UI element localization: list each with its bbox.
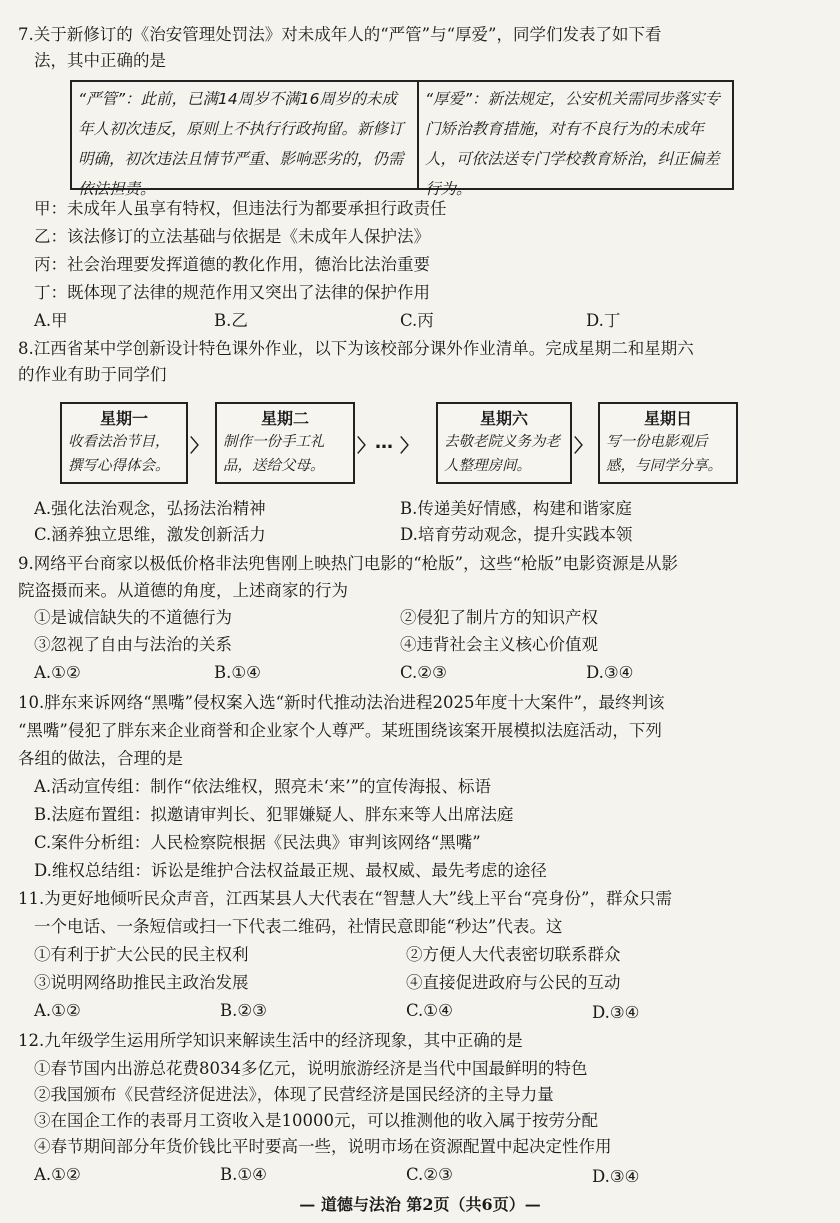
q12-item-4: ④春节期间部分年货价钱比平时要高一些，说明市场在资源配置中起决定性作用 (34, 1137, 612, 1156)
q12-item-2: ②我国颁布《民营经济促进法》，体现了民营经济是国民经济的主导力量 (34, 1085, 554, 1104)
q9-item-1: ①是诚信缺失的不道德行为 (34, 608, 232, 627)
q10-stem-cont2: 各组的做法，合理的是 (18, 749, 183, 768)
flow-arrow-icon: 〉 (357, 436, 375, 457)
q7-statement-yi: 乙：该法修订的立法基础与依据是《未成年人保护法》 (34, 227, 430, 246)
flow-ellipsis: … (375, 432, 393, 453)
q8-homework-flow (60, 397, 740, 487)
q12-option-b[interactable]: B.①④ (220, 1165, 267, 1184)
q12-item-1: ①春节国内出游总花费8034多亿元，说明旅游经济是当代中国最鲜明的特色 (34, 1059, 588, 1078)
q9-option-c[interactable]: C.②③ (400, 663, 447, 682)
q11-option-a[interactable]: A.①② (34, 1001, 81, 1020)
q11-stem-cont: 一个电话、一条短信或扫一下代表二维码，社情民意即能“秒达”代表。这 (34, 917, 563, 936)
flow-arrow-icon: 〉 (190, 436, 208, 457)
q11-stem: 11.为更好地倾听民众声音，江西某县人大代表在“智慧人大”线上平台“亮身份”，群众只需 (18, 889, 672, 908)
flow-day-label: 星期一 (99, 409, 148, 428)
q10-stem: 10.胖东来诉网络“黑嘴”侵权案入选“新时代推动法治进程2025年度十大案件”，最终判该 (18, 693, 665, 712)
q7-strict-cell: “严管”：此前，已满14周岁不满16周岁的未成年人初次违反，原则上不执行行政拘留。新修订明确，初次违法且情节严重、影响恶劣的，仍需依法担责。 (72, 82, 419, 188)
q11-item-3: ③说明网络助推民主政治发展 (34, 973, 249, 992)
q11-item-2: ②方便人大代表密切联系群众 (406, 945, 621, 964)
q9-item-2: ②侵犯了制片方的知识产权 (400, 608, 598, 627)
q7-option-d[interactable]: D.丁 (586, 311, 621, 330)
q8-option-d[interactable]: D.培育劳动观念，提升实践本领 (400, 525, 633, 544)
q12-item-3: ③在国企工作的表哥月工资收入是10000元，可以推测他的收入属于按劳分配 (34, 1111, 598, 1130)
q7-quote-table (70, 80, 734, 198)
q11-item-4: ④直接促进政府与公民的互动 (406, 973, 621, 992)
q9-stem-cont: 院盗摄而来。从道德的角度，上述商家的行为 (18, 581, 348, 600)
q9-item-3: ③忽视了自由与法治的关系 (34, 635, 232, 654)
flow-box-saturday (436, 402, 572, 484)
q7-option-b[interactable]: B.乙 (214, 311, 248, 330)
q12-option-a[interactable]: A.①② (34, 1165, 81, 1184)
q8-stem: 8.江西省某中学创新设计特色课外作业，以下为该校部分课外作业清单。完成星期二和星期六 (18, 339, 694, 358)
flow-arrow-icon: 〉 (574, 436, 592, 457)
q7-stem-cont: 法，其中正确的是 (34, 51, 166, 70)
flow-day-label: 星期日 (643, 409, 692, 428)
flow-box-tuesday (215, 402, 355, 484)
page-footer: — 道德与法治 第2页（共6页）— (299, 1195, 541, 1214)
flow-task-text: 写一份电影观后感，与同学分享。 (606, 434, 722, 474)
q12-option-d[interactable]: D.③④ (592, 1167, 640, 1186)
q7-statement-bing: 丙：社会治理要发挥道德的教化作用，德治比法治重要 (34, 255, 430, 274)
q10-option-b[interactable]: B.法庭布置组：拟邀请审判长、犯罪嫌疑人、胖东来等人出席法庭 (34, 805, 514, 824)
flow-box-monday (60, 402, 188, 484)
q11-option-c[interactable]: C.①④ (406, 1001, 453, 1020)
q9-stem: 9.网络平台商家以极低价格非法兜售刚上映热门电影的“枪版”，这些“枪版”电影资源是从影 (18, 554, 678, 573)
flow-task-text: 收看法治节目，撰写心得体会。 (68, 434, 170, 474)
q11-option-d[interactable]: D.③④ (592, 1003, 640, 1022)
q8-option-b[interactable]: B.传递美好情感，构建和谐家庭 (400, 499, 632, 518)
q9-option-b[interactable]: B.①④ (214, 663, 261, 682)
q10-option-d[interactable]: D.维权总结组：诉讼是维护合法权益最正规、最权威、最先考虑的途径 (34, 861, 547, 880)
flow-day-label: 星期六 (479, 409, 528, 428)
q9-option-a[interactable]: A.①② (34, 663, 81, 682)
q9-item-4: ④违背社会主义核心价值观 (400, 635, 598, 654)
q11-option-b[interactable]: B.②③ (220, 1001, 267, 1020)
q7-stem: 7.关于新修订的《治安管理处罚法》对未成年人的“严管”与“厚爱”，同学们发表了如下看 (18, 25, 662, 44)
flow-task-text: 去敬老院义务为老人整理房间。 (444, 434, 560, 474)
q12-option-c[interactable]: C.②③ (406, 1165, 453, 1184)
q11-item-1: ①有利于扩大公民的民主权利 (34, 945, 249, 964)
q8-option-c[interactable]: C.涵养独立思维，激发创新活力 (34, 525, 266, 544)
q10-stem-cont: “黑嘴”侵犯了胖东来企业商誉和企业家个人尊严。某班围绕该案开展模拟法庭活动，下列 (18, 721, 662, 740)
flow-day-label: 星期二 (260, 409, 309, 428)
q7-option-a[interactable]: A.甲 (34, 311, 68, 330)
q8-stem-cont: 的作业有助于同学们 (18, 365, 167, 384)
q9-option-d[interactable]: D.③④ (586, 663, 634, 682)
q7-statement-ding: 丁：既体现了法律的规范作用又突出了法律的保护作用 (34, 283, 430, 302)
q12-stem: 12.九年级学生运用所学知识来解读生活中的经济现象，其中正确的是 (18, 1031, 523, 1050)
q10-option-a[interactable]: A.活动宣传组：制作“依法维权，照亮未‘来’”的宣传海报、标语 (34, 777, 492, 796)
q8-option-a[interactable]: A.强化法治观念，弘扬法治精神 (34, 499, 266, 518)
q10-option-c[interactable]: C.案件分析组：人民检察院根据《民法典》审判该网络“黑嘴” (34, 833, 481, 852)
q7-option-c[interactable]: C.丙 (400, 311, 434, 330)
q7-statement-jia: 甲：未成年人虽享有特权，但违法行为都要承担行政责任 (34, 199, 447, 218)
flow-task-text: 制作一份手工礼品，送给父母。 (223, 434, 325, 474)
flow-box-sunday (598, 402, 738, 484)
q7-care-cell: “厚爱”：新法规定，公安机关需同步落实专门矫治教育措施，对有不良行为的未成年人，可依法送专门学校教育矫治，纠正偏差行为。 (425, 90, 721, 198)
flow-arrow-icon: 〉 (400, 436, 418, 457)
